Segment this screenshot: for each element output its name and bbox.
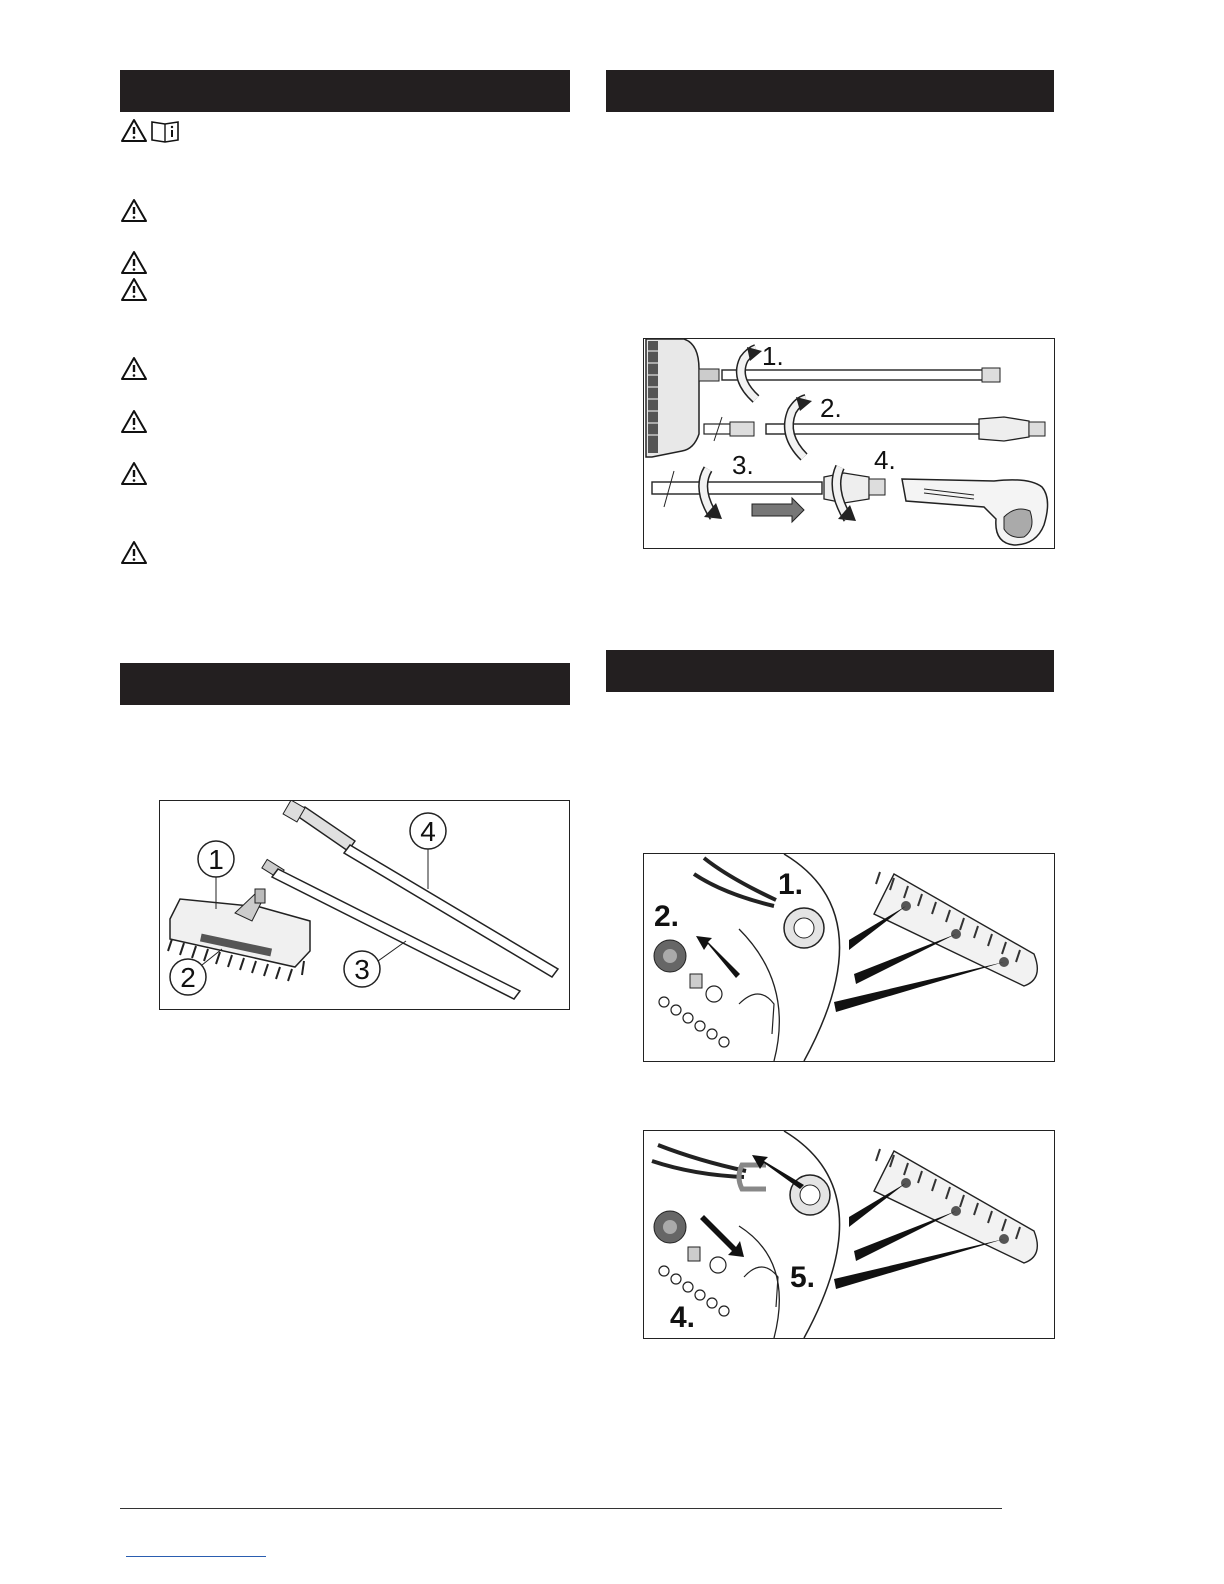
section-header-left-bottom bbox=[120, 663, 570, 705]
part-callout: 2 bbox=[180, 962, 196, 993]
warning-icon bbox=[120, 277, 148, 303]
remove-step-label: 1. bbox=[778, 868, 804, 901]
part-callout: 4 bbox=[420, 816, 436, 847]
assembly-figure bbox=[643, 338, 1055, 549]
remove-nozzle-figure bbox=[643, 853, 1055, 1062]
insert-step-label: 4. bbox=[670, 1301, 696, 1334]
section-header-left-top bbox=[120, 70, 570, 112]
insert-step-label: 5. bbox=[790, 1261, 816, 1294]
warning-icon bbox=[120, 540, 148, 566]
part-callout: 1 bbox=[208, 844, 224, 875]
warning-icon bbox=[120, 250, 148, 276]
assembly-step-label: 4. bbox=[874, 445, 896, 475]
warning-icon bbox=[120, 356, 148, 382]
section-header-right-bottom bbox=[606, 650, 1054, 692]
part-callout: 3 bbox=[354, 954, 370, 985]
assembly-step-label: 3. bbox=[732, 450, 754, 480]
section-header-right-top bbox=[606, 70, 1054, 112]
footer-link-underline[interactable] bbox=[126, 1556, 266, 1557]
assembly-step-label: 2. bbox=[820, 393, 842, 423]
remove-step-label: 2. bbox=[654, 900, 680, 933]
footer-rule bbox=[120, 1508, 1002, 1509]
warning-manual-icon bbox=[120, 118, 184, 144]
parts-figure bbox=[159, 800, 570, 1010]
assembly-step-label: 1. bbox=[762, 341, 784, 371]
warning-icon bbox=[120, 409, 148, 435]
warning-icon bbox=[120, 461, 148, 487]
insert-nozzle-figure bbox=[643, 1130, 1055, 1339]
warning-icon bbox=[120, 198, 148, 224]
